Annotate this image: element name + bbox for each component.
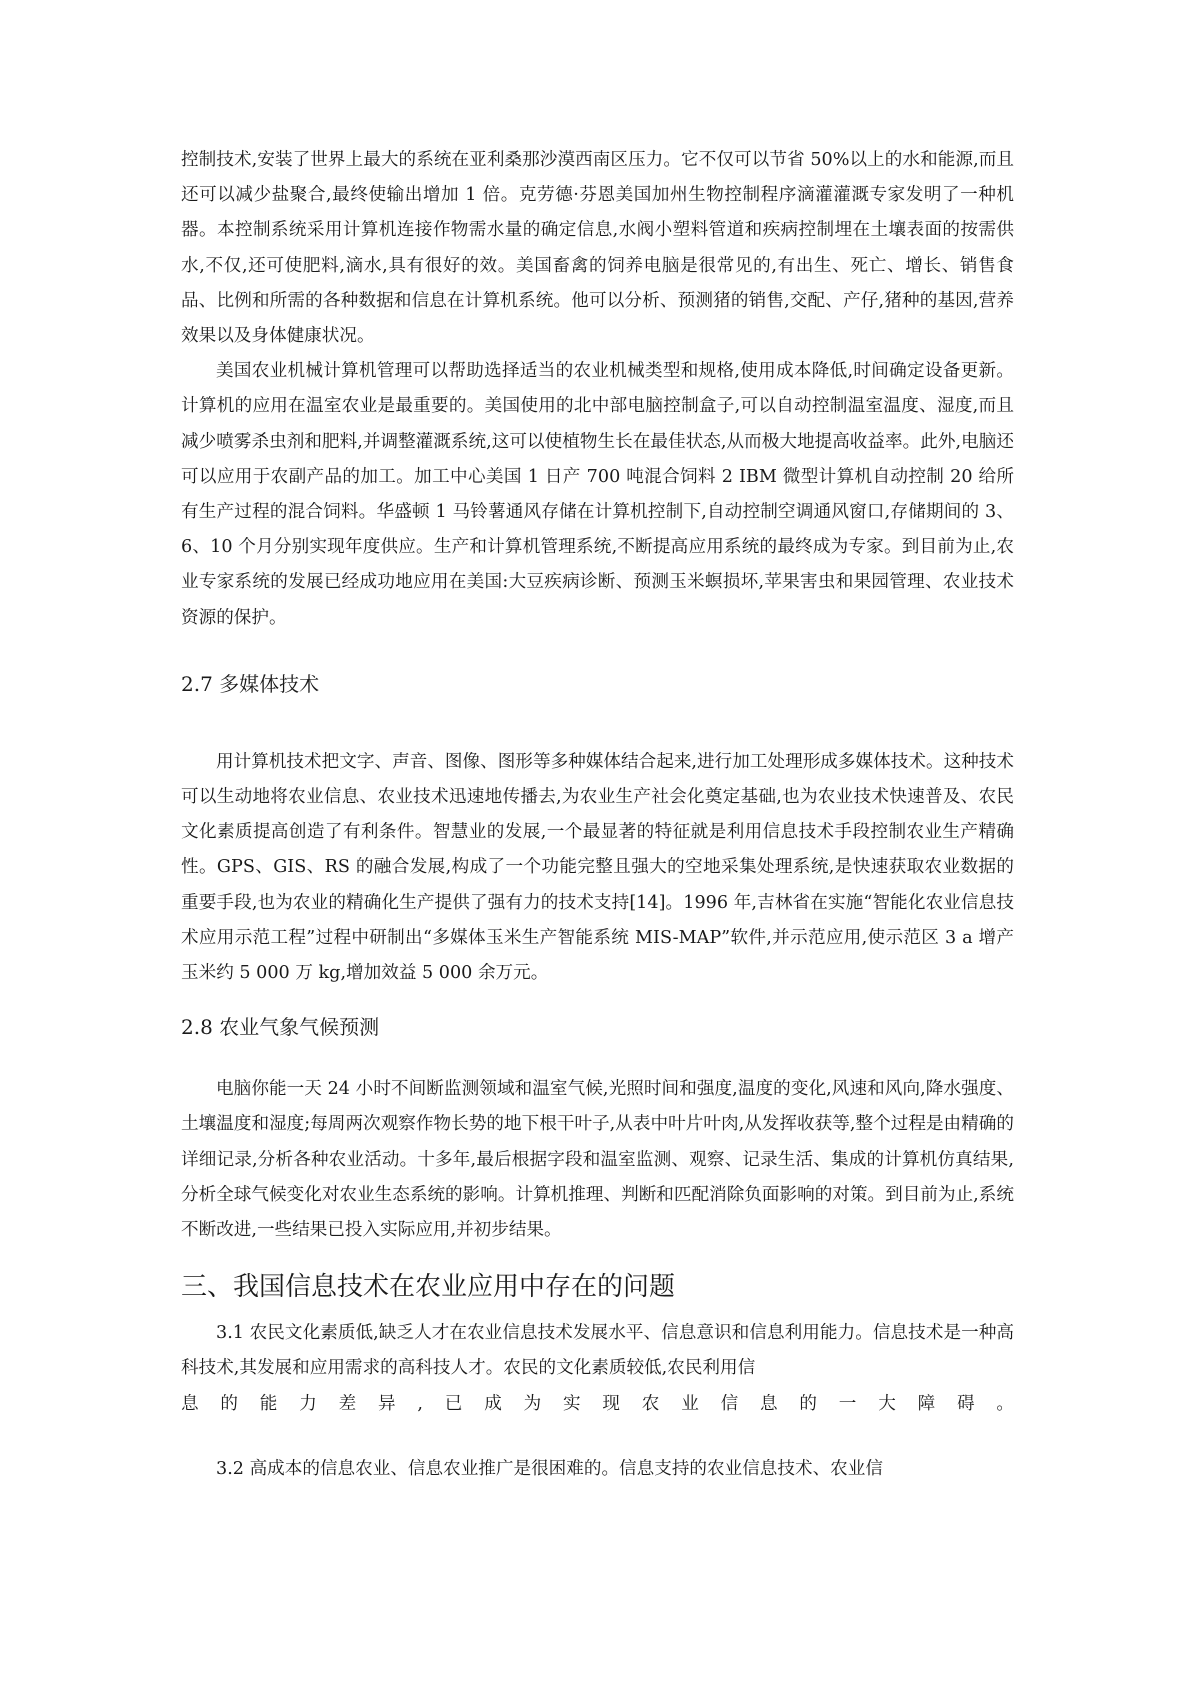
paragraph-3-1-last-line: 息的能力差异,已成为实现农业信息的一大障碍。 (181, 1393, 1014, 1414)
section-heading-2-7: 2.7 多媒体技术 (181, 671, 320, 696)
section-heading-2-8: 2.8 农业气象气候预测 (181, 1015, 380, 1040)
document-page (181, 143, 1014, 1487)
spacer (181, 636, 1014, 670)
chapter-heading-3: 三、我国信息技术在农业应用中存在的问题 (181, 1272, 676, 1303)
paragraph-machinery-management: 美国农业机械计算机管理可以帮助选择适当的农业机械类型和规格,使用成本降低,时间确定设备更新。计算机的应用在温室农业是最重要的。美国使用的北中部电脑控制盒子,可以自动控制温室温度、湿度,而且减少喷雾杀虫剂和肥料,并调整灌溉系统,这可以使植物生长在最佳状态,从而极大地提高收益率。此外,电脑还可以应用于农副产品的加工。加工中心美国 1 日产 700 吨混合饲料 2 IBM 微型计算机自动控制 20 给所有生产过程的混合饲料。华盛顿 1 马铃薯通风存储在计算机控制下,自动控制空调通风窗口,存储期间的 3、6、10 个月分别实现年度供应。生产和计算机管理系统,不断提高应用系统的最终成为专家。到目前为止,农业专家系统的发展已经成功地应用在美国:大豆疾病诊断、预测玉米螟损坏,苹果害虫和果园管理、农业技术资源的保护。 (181, 361, 1014, 628)
paragraph-irrigation-livestock: 控制技术,安装了世界上最大的系统在亚利桑那沙漠西南区压力。它不仅可以节省 50%以上的水和能源,而且还可以减少盐聚合,最终使输出增加 1 倍。克劳德·芬恩美国加州生物控制程序滴灌灌溉专家发明了一种机器。本控制系统采用计算机连接作物需水量的确定信息,水阀小塑料管道和疾病控制埋在土壤表面的按需供水,不仅,还可使肥料,滴水,具有很好的效。美国畜禽的饲养电脑是很常见的,有出生、死亡、增长、销售食品、比例和所需的各种数据和信息在计算机系统。他可以分析、预测猪的销售,交配、产仔,猪种的基因,营养效果以及身体健康状况。 (181, 150, 1014, 347)
paragraph-3-1-main: 3.1 农民文化素质低,缺乏人才在农业信息技术发展水平、信息意识和信息利用能力。信息技术是一种高科技术,其发展和应用需求的高科技人才。农民的文化素质较低,农民利用信 (181, 1323, 1014, 1379)
paragraph-weather: 电脑你能一天 24 小时不间断监测领域和温室气候,光照时间和强度,温度的变化,风速和风向,降水强度、土壤温度和湿度;每周两次观察作物长势的地下根干叶子,从表中叶片叶肉,从发挥收获等,整个过程是由精确的详细记录,分析各种农业活动。十多年,最后根据字段和温室监测、观察、记录生活、集成的计算机仿真结果,分析全球气候变化对农业生态系统的影响。计算机推理、判断和匹配消除负面影响的对策。到目前为止,系统不断改进,一些结果已投入实际应用,并初步结果。 (181, 1079, 1014, 1241)
spacer (181, 1304, 1014, 1316)
spacer (181, 1422, 1014, 1452)
paragraph-3-2: 3.2 高成本的信息农业、信息农业推广是很困难的。信息支持的农业信息技术、农业信 (216, 1458, 883, 1479)
spacer (181, 1248, 1014, 1270)
spacer (181, 698, 1014, 745)
spacer (181, 991, 1014, 1013)
spacer (181, 1041, 1014, 1072)
paragraph-multimedia: 用计算机技术把文字、声音、图像、图形等多种媒体结合起来,进行加工处理形成多媒体技术。这种技术可以生动地将农业信息、农业技术迅速地传播去,为农业生产社会化奠定基础,也为农业技术快速普及、农民文化素质提高创造了有利条件。智慧业的发展,一个最显著的特征就是利用信息技术手段控制农业生产精确性。GPS、GIS、RS 的融合发展,构成了一个功能完整且强大的空地采集处理系统,是快速获取农业数据的重要手段,也为农业的精确化生产提供了强有力的技术支持[14]。1996 年,吉林省在实施“智能化农业信息技术应用示范工程”过程中研制出“多媒体玉米生产智能系统 MIS-MAP”软件,并示范应用,使示范区 3 a 增产玉米约 5 000 万 kg,增加效益 5 000 余万元。 (181, 751, 1014, 984)
paragraph-3-1 (181, 1316, 1014, 1386)
